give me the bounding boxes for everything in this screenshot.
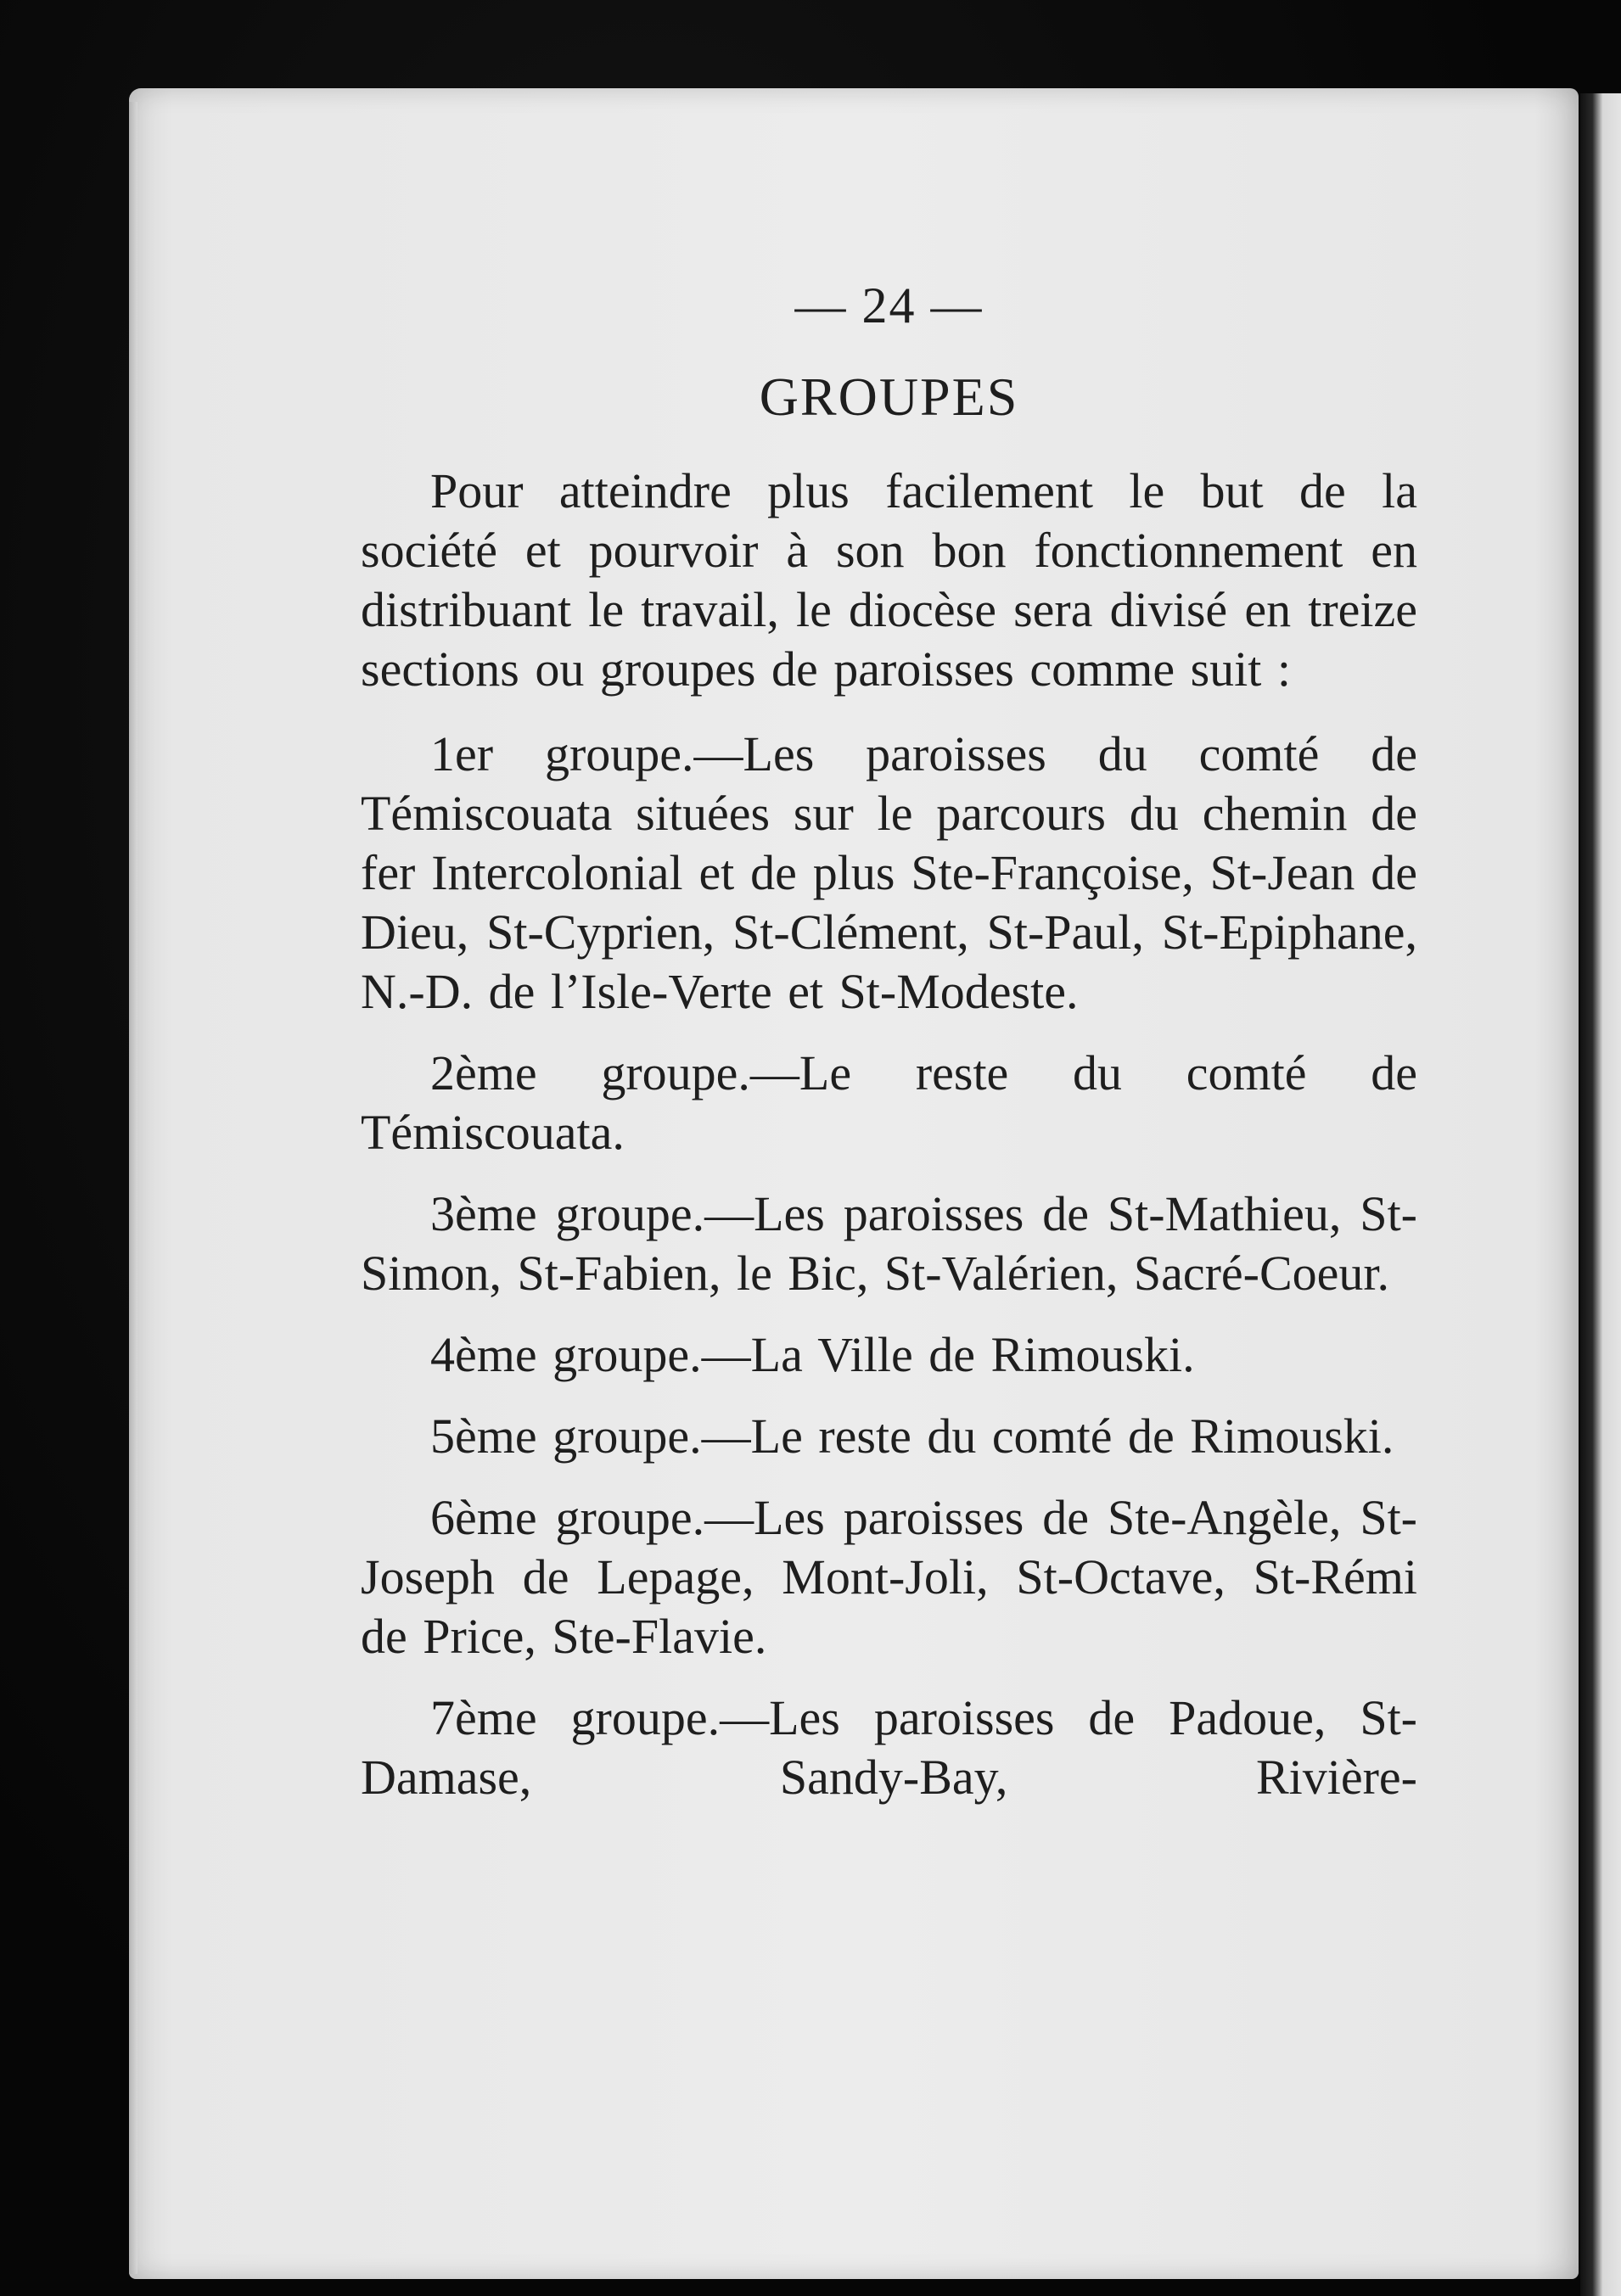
section-title: GROUPES [759,367,1019,427]
page-number: — 24 — [794,277,984,333]
groupe-4-paragraph: 4ème groupe.—La Ville de Rimouski. [430,1327,1195,1382]
intro-paragraph: Pour atteindre plus facilement le but de la société et pourvoir à son bon fonctionnement en distribuant le travail, le diocèse sera divisé en treize sections ou groupes de paroisses comme suit : [361,463,1417,697]
page-text-block [361,272,1417,1829]
groupe-6-paragraph: 6ème groupe.—Les paroisses de Ste-Angèle, St-Joseph de Lepage, Mont-Joli, St-Octave, St-Rémi de Price, Ste-Flavie. [361,1490,1417,1664]
next-page-edge [1580,93,1621,2296]
groupe-5-paragraph: 5ème groupe.—Le reste du comté de Rimouski. [430,1408,1394,1464]
groupe-7-paragraph: 7ème groupe.—Les paroisses de Padoue, St-Damase, Sandy-Bay, Rivière- [361,1690,1417,1805]
page-left-edge [129,102,137,2274]
groupe-2-paragraph: 2ème groupe.—Le reste du comté de Témiscouata. [361,1045,1417,1160]
groupe-3-paragraph: 3ème groupe.—Les paroisses de St-Mathieu, St-Simon, St-Fabien, le Bic, St-Valérien, Sacré-Coeur. [361,1186,1417,1301]
groupe-1-paragraph: 1er groupe.—Les paroisses du comté de Témiscouata situées sur le parcours du chemin de fer Intercolonial et de plus Ste-Françoise, St-Jean de Dieu, St-Cyprien, St-Clément, St-Paul, St-Epiphane, N.-D. de l’Isle-Verte et St-Modeste. [361,726,1417,1019]
